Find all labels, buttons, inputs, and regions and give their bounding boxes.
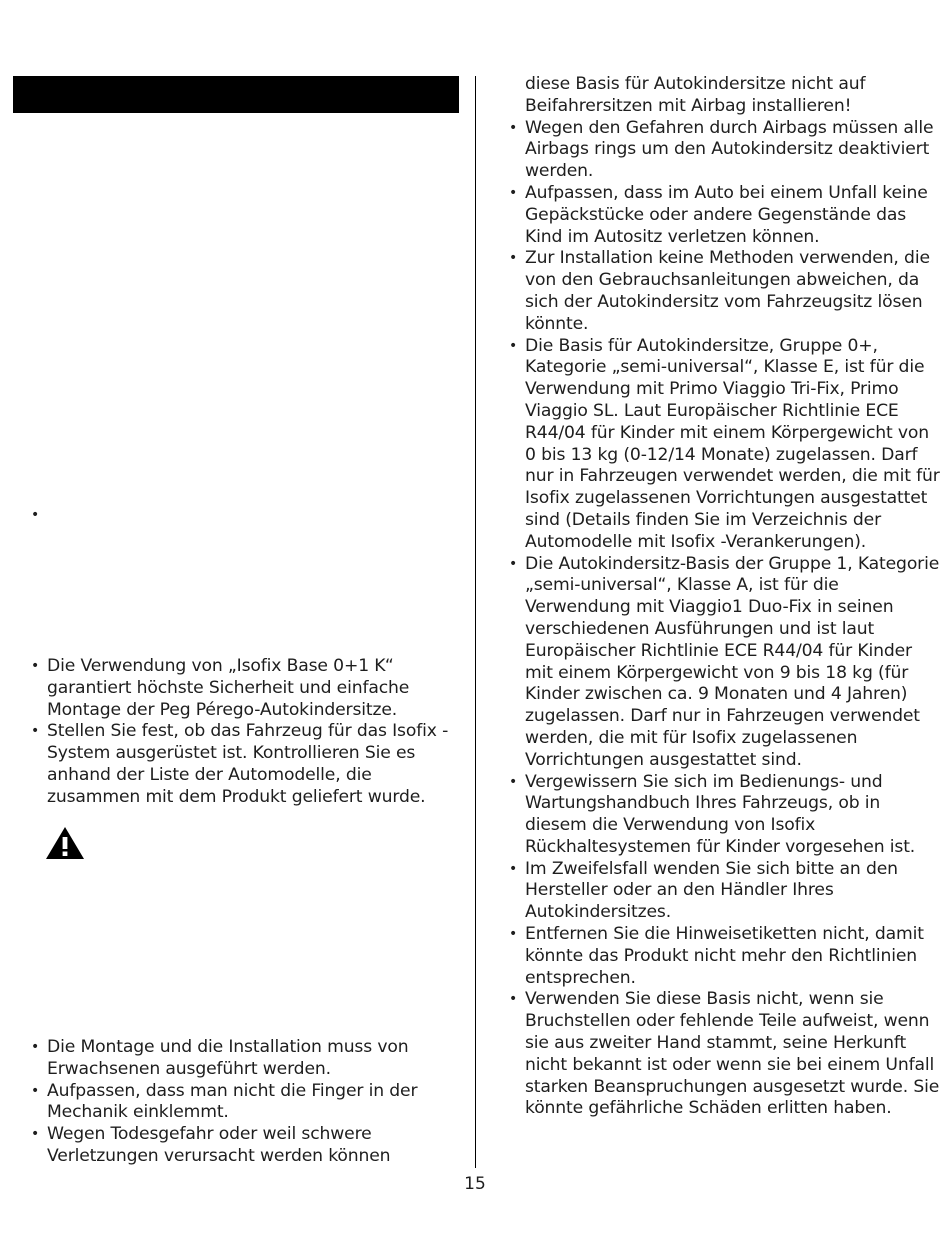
list-item: • Wegen den Gefahren durch Airbags müssen alle Airbags rings um den Autokindersitz deaktiviert werden. <box>508 118 940 183</box>
list-item: • Aufpassen, dass man nicht die Finger in der Mechanik einklemmt. <box>30 1081 450 1125</box>
list-item: • Vergewissern Sie sich im Bedienungs- und Wartungshandbuch Ihres Fahrzeugs, ob in diesem die Verwendung von Isofix Rückhaltesystemen für Kinder vorgesehen ist. <box>508 772 940 859</box>
left-column-intro <box>30 656 450 809</box>
list-item: • Stellen Sie fest, ob das Fahrzeug für das Isofix -System ausgerüstet ist. Kontrollieren Sie es anhand der Liste der Automodelle, die zusammen mit dem Produkt geliefert wurde. <box>30 721 450 808</box>
left-column-warnings <box>30 1037 450 1168</box>
list-item: • Aufpassen, dass im Auto bei einem Unfall keine Gepäckstücke oder andere Gegenstände das Kind im Autositz verletzen können. <box>508 183 940 248</box>
column-divider <box>475 76 476 1168</box>
list-item: • Im Zweifelsfall wenden Sie sich bitte an den Hersteller oder an den Händler Ihres Autokindersitzes. <box>508 859 940 924</box>
empty-bullet: • <box>31 507 40 523</box>
section-header-bar <box>13 76 459 113</box>
list-item: • Zur Installation keine Methoden verwenden, die von den Gebrauchsanleitungen abweichen, da sich der Autokindersitz vom Fahrzeugsitz lösen könnte. <box>508 248 940 335</box>
list-item: • Wegen Todesgefahr oder weil schwere Verletzungen verursacht werden können <box>30 1124 450 1168</box>
page-number: 15 <box>464 1174 486 1194</box>
list-item: • Die Verwendung von „Isofix Base 0+1 K“ garantiert höchste Sicherheit und einfache Montage der Peg Pérego-Autokindersitze. <box>30 656 450 721</box>
right-column-warnings <box>508 74 940 1120</box>
list-item: • Entfernen Sie die Hinweisetiketten nicht, damit könnte das Produkt nicht mehr den Richtlinien entsprechen. <box>508 924 940 989</box>
warning-triangle-icon <box>45 826 85 860</box>
list-item: • Die Montage und die Installation muss von Erwachsenen ausgeführt werden. <box>30 1037 450 1081</box>
continued-text: diese Basis für Autokindersitze nicht auf Beifahrersitzen mit Airbag installieren! <box>525 74 866 116</box>
list-item: • Verwenden Sie diese Basis nicht, wenn sie Bruchstellen oder fehlende Teile aufweist, wenn sie aus zweiter Hand stammt, seine Herkunft nicht bekannt ist oder wenn sie bei einem Unfall starken Beanspruchungen ausgesetzt wurde. Sie könnte gefährliche Schäden erlitten haben. <box>508 989 940 1120</box>
list-item: • Die Basis für Autokindersitze, Gruppe 0+, Kategorie „semi-universal“, Klasse E, ist für die Verwendung mit Primo Viaggio Tri-Fix, Primo Viaggio SL. Laut Europäischer Richtlinie ECE R44/04 für Kinder mit einem Körpergewicht von 0 bis 13 kg (0-12/14 Monate) zugelassen. Darf nur in Fahrzeugen verwendet werden, die mit für Isofix zugelassenen Vorrichtungen ausgestattet sind (Details finden Sie im Verzeichnis der Automodelle mit Isofix -Verankerungen). <box>508 336 940 554</box>
list-item: • Die Autokindersitz-Basis der Gruppe 1, Kategorie „semi-universal“, Klasse A, ist für die Verwendung mit Viaggio1 Duo-Fix in seinen verschiedenen Ausführungen und ist laut Europäischer Richtlinie ECE R44/04 für Kinder mit einem Körpergewicht von 9 bis 18 kg (für Kinder zwischen ca. 9 Monaten und 4 Jahren) zugelassen. Darf nur in Fahrzeugen verwendet werden, die mit für Isofix zugelassenen Vorrichtungen ausgestattet sind. <box>508 554 940 772</box>
